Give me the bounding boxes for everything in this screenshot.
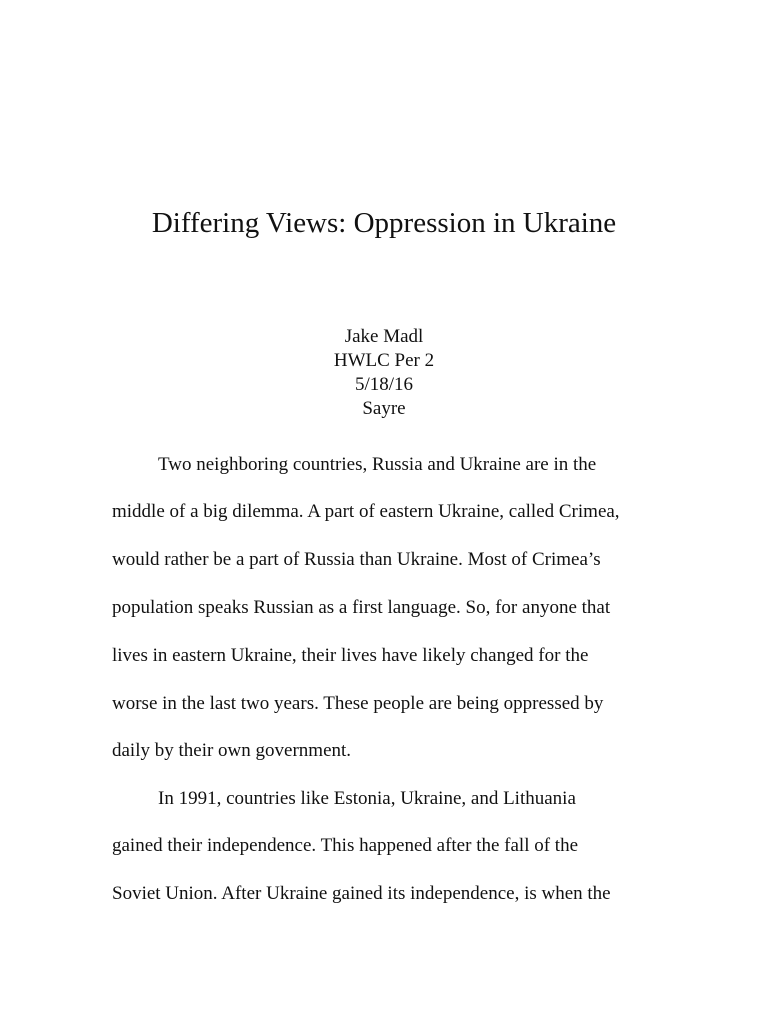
paragraph-1-line: middle of a big dilemma. A part of eastern Ukraine, called Crimea, — [112, 501, 620, 522]
teacher-name: Sayre — [362, 398, 406, 419]
paragraph-1-line: Two neighboring countries, Russia and Ukraine are in the — [158, 454, 597, 475]
paragraph-2-line: gained their independence. This happened after the fall of the — [112, 835, 579, 856]
paragraph-2-line: Soviet Union. After Ukraine gained its independence, is when the — [112, 883, 611, 904]
date: 5/18/16 — [354, 374, 414, 395]
paragraph-1-line: worse in the last two years. These people are being oppressed by — [112, 693, 604, 714]
paragraph-1-line: lives in eastern Ukraine, their lives have likely changed for the — [112, 645, 589, 666]
paragraph-1-line: would rather be a part of Russia than Ukraine. Most of Crimea’s — [112, 549, 601, 570]
paragraph-2-line: In 1991, countries like Estonia, Ukraine, and Lithuania — [158, 788, 576, 809]
paragraph-1-line: population speaks Russian as a first language. So, for anyone that — [112, 597, 611, 618]
page-title: Differing Views: Oppression in Ukraine — [151, 207, 617, 239]
paragraph-1-line: daily by their own government. — [112, 740, 352, 761]
author-name: Jake Madl — [344, 326, 424, 347]
byline — [0, 325, 768, 421]
class-period: HWLC Per 2 — [333, 350, 435, 371]
